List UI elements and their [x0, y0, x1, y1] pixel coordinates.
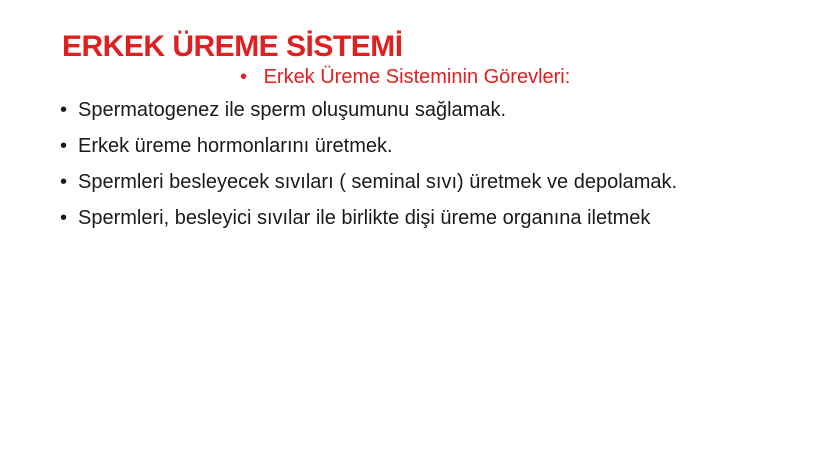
bullet-text: Spermatogenez ile sperm oluşumunu sağlamak. — [78, 99, 506, 121]
bullet-icon: • — [60, 171, 68, 193]
bullet-list — [60, 96, 677, 240]
bullet-text: Spermleri besleyecek sıvıları ( seminal sıvı) üretmek ve depolamak. — [78, 171, 678, 193]
bullet-item — [60, 168, 677, 204]
slide-subtitle — [240, 64, 570, 90]
bullet-text: Spermleri, besleyici sıvılar ile birlikte dişi üreme organına iletmek — [78, 207, 651, 229]
bullet-item — [60, 204, 677, 240]
bullet-icon: • — [60, 135, 68, 157]
bullet-item — [60, 96, 677, 132]
bullet-icon: • — [60, 207, 68, 229]
bullet-icon: • — [60, 99, 68, 121]
bullet-text: Erkek üreme hormonlarını üretmek. — [78, 135, 393, 157]
subtitle-bullet-icon: • — [240, 66, 248, 88]
bullet-item — [60, 132, 677, 168]
subtitle-text: Erkek Üreme Sisteminin Görevleri: — [263, 66, 571, 88]
slide-title: ERKEK ÜREME SİSTEMİ — [62, 30, 403, 63]
